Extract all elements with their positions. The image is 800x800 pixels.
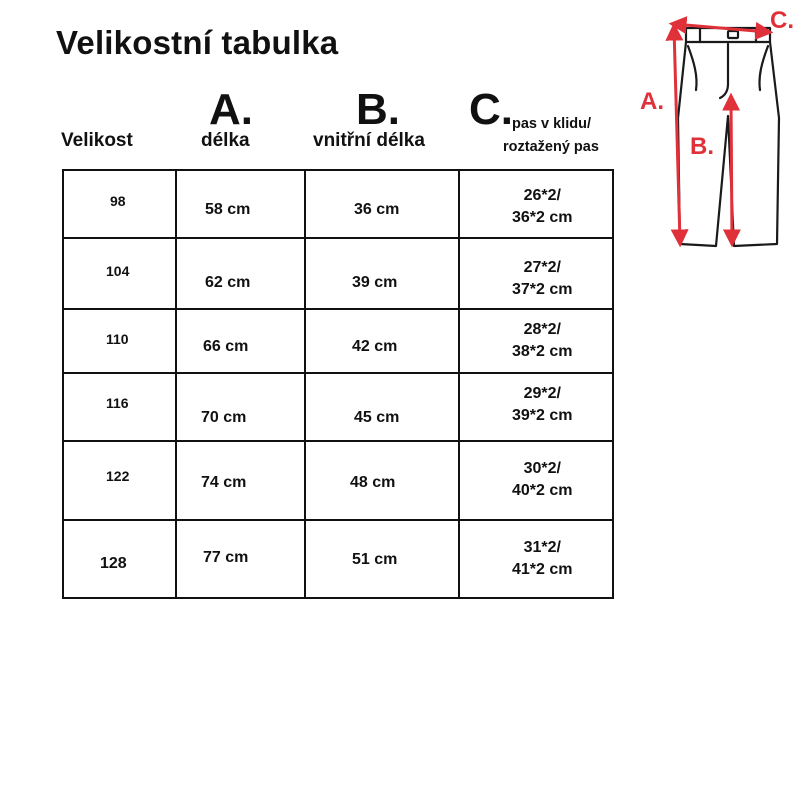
waist-value [512, 185, 573, 229]
table-cell [63, 309, 176, 373]
table-cell [176, 170, 305, 238]
table-cell [459, 441, 613, 520]
table-cell [459, 170, 613, 238]
table-cell [305, 238, 459, 309]
header-size: Velikost [61, 130, 133, 151]
inner-length-value: 45 cm [354, 409, 400, 426]
waist-stretched: 38*2 cm [512, 343, 573, 360]
table-cell [459, 373, 613, 441]
header-c-letter: C. [469, 85, 513, 134]
table-row [63, 373, 613, 441]
table-cell [305, 441, 459, 520]
table-cell [459, 238, 613, 309]
length-value: 74 cm [201, 474, 247, 491]
waist-value [512, 319, 573, 363]
waist-relaxed: 31*2/ [523, 539, 561, 556]
header-c-label-2: roztažený pas [503, 139, 599, 155]
table-cell [305, 170, 459, 238]
header-b-letter: B. [356, 85, 400, 134]
table-cell [176, 373, 305, 441]
pants-icon [634, 6, 800, 256]
length-value: 70 cm [201, 409, 247, 426]
diagram-label-c: C. [770, 7, 794, 34]
table-cell [176, 441, 305, 520]
table-row [63, 238, 613, 309]
table-cell [63, 441, 176, 520]
header-a-label: délka [201, 130, 250, 151]
inner-length-value: 39 cm [352, 274, 398, 291]
header-b-label: vnitřní délka [313, 130, 425, 151]
length-value: 66 cm [203, 338, 249, 355]
table-cell [63, 170, 176, 238]
table-cell [176, 520, 305, 598]
table-row [63, 170, 613, 238]
waist-relaxed: 29*2/ [523, 385, 561, 402]
table-cell [459, 520, 613, 598]
length-value: 77 cm [203, 549, 249, 566]
table-row [63, 441, 613, 520]
size-value: 98 [110, 193, 126, 209]
size-value: 110 [106, 331, 129, 347]
size-table [62, 169, 614, 599]
waist-value [512, 257, 573, 301]
inner-length-value: 42 cm [352, 338, 398, 355]
length-value: 62 cm [205, 274, 251, 291]
size-value: 128 [100, 555, 127, 572]
size-value: 104 [106, 263, 130, 279]
diagram-label-b: B. [690, 133, 714, 160]
table-cell [459, 309, 613, 373]
waist-relaxed: 27*2/ [523, 259, 561, 276]
table-cell [63, 520, 176, 598]
table-cell [305, 520, 459, 598]
waist-value [512, 458, 573, 502]
size-value: 122 [106, 468, 130, 484]
header-a-letter: A. [209, 85, 253, 134]
inner-length-value: 36 cm [354, 201, 400, 218]
length-value: 58 cm [205, 201, 251, 218]
pants-diagram [634, 6, 800, 256]
waist-relaxed: 30*2/ [523, 460, 561, 477]
table-row [63, 520, 613, 598]
inner-length-value: 48 cm [350, 474, 396, 491]
page-title: Velikostní tabulka [56, 24, 339, 61]
waist-relaxed: 26*2/ [523, 187, 561, 204]
inner-length-value: 51 cm [352, 551, 398, 568]
waist-stretched: 39*2 cm [512, 407, 573, 424]
waist-stretched: 36*2 cm [512, 209, 573, 226]
waist-relaxed: 28*2/ [523, 321, 561, 338]
table-cell [176, 309, 305, 373]
waist-value [512, 537, 573, 581]
table-cell [305, 373, 459, 441]
waist-stretched: 37*2 cm [512, 281, 573, 298]
table-cell [305, 309, 459, 373]
header-c-label-1: pas v klidu/ [512, 116, 591, 132]
table-cell [63, 373, 176, 441]
table-row [63, 309, 613, 373]
table-cell [63, 238, 176, 309]
size-value: 116 [106, 395, 129, 411]
waist-value [512, 383, 573, 427]
waist-stretched: 41*2 cm [512, 561, 573, 578]
diagram-label-a: A. [640, 88, 664, 115]
table-cell [176, 238, 305, 309]
waist-stretched: 40*2 cm [512, 482, 573, 499]
